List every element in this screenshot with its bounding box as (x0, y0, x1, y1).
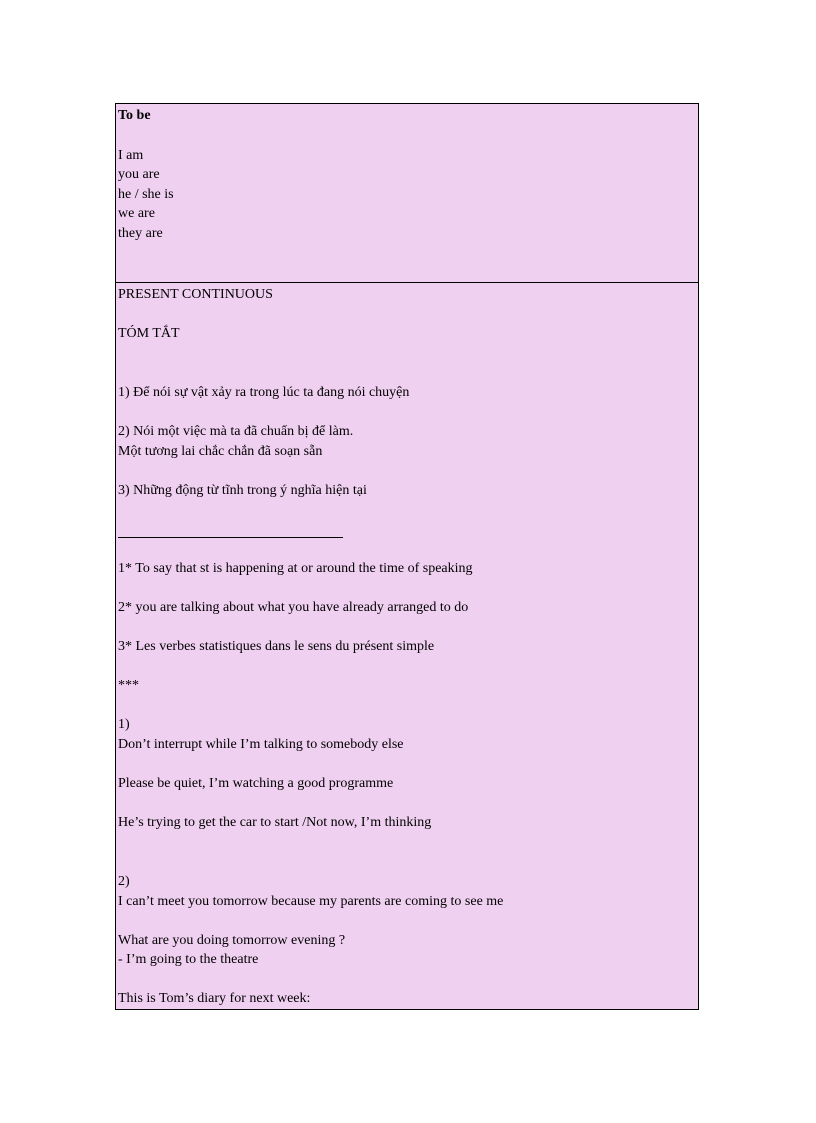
to-be-line: you are (118, 167, 160, 182)
examples-1-label: 1) (118, 717, 130, 732)
vi-point: 1) Để nói sự vật xảy ra trong lúc ta đang nói chuyện (118, 385, 410, 400)
to-be-line: we are (118, 206, 155, 221)
en-point: 1* To say that st is happening at or around the time of speaking (118, 561, 473, 576)
example-line: What are you doing tomorrow evening ? (118, 933, 346, 948)
divider (118, 537, 343, 538)
to-be-table-cell (115, 103, 699, 283)
example-line: I can’t meet you tomorrow because my parents are coming to see me (118, 894, 504, 909)
to-be-line: they are (118, 226, 163, 241)
to-be-line: he / she is (118, 187, 174, 202)
separator: *** (118, 678, 139, 693)
to-be-title: To be (118, 108, 151, 123)
section-heading: PRESENT CONTINUOUS (118, 287, 273, 302)
vi-point: Một tương lai chắc chắn đã soạn sẵn (118, 444, 323, 459)
example-line: This is Tom’s diary for next week: (118, 991, 311, 1006)
summary-heading: TÓM TẮT (118, 326, 180, 341)
present-continuous-table-cell (115, 282, 699, 1010)
vi-point: 2) Nói một việc mà ta đã chuẩn bị để làm. (118, 424, 354, 439)
example-line: He’s trying to get the car to start /Not now, I’m thinking (118, 815, 432, 830)
example-line: Don’t interrupt while I’m talking to somebody else (118, 737, 404, 752)
example-line: Please be quiet, I’m watching a good programme (118, 776, 394, 791)
en-point: 2* you are talking about what you have already arranged to do (118, 600, 469, 615)
to-be-line: I am (118, 148, 144, 163)
vi-point: 3) Những động từ tĩnh trong ý nghĩa hiện tại (118, 483, 367, 498)
en-point: 3* Les verbes statistiques dans le sens du présent simple (118, 639, 435, 654)
example-line: - I’m going to the theatre (118, 952, 259, 967)
examples-2-label: 2) (118, 874, 130, 889)
